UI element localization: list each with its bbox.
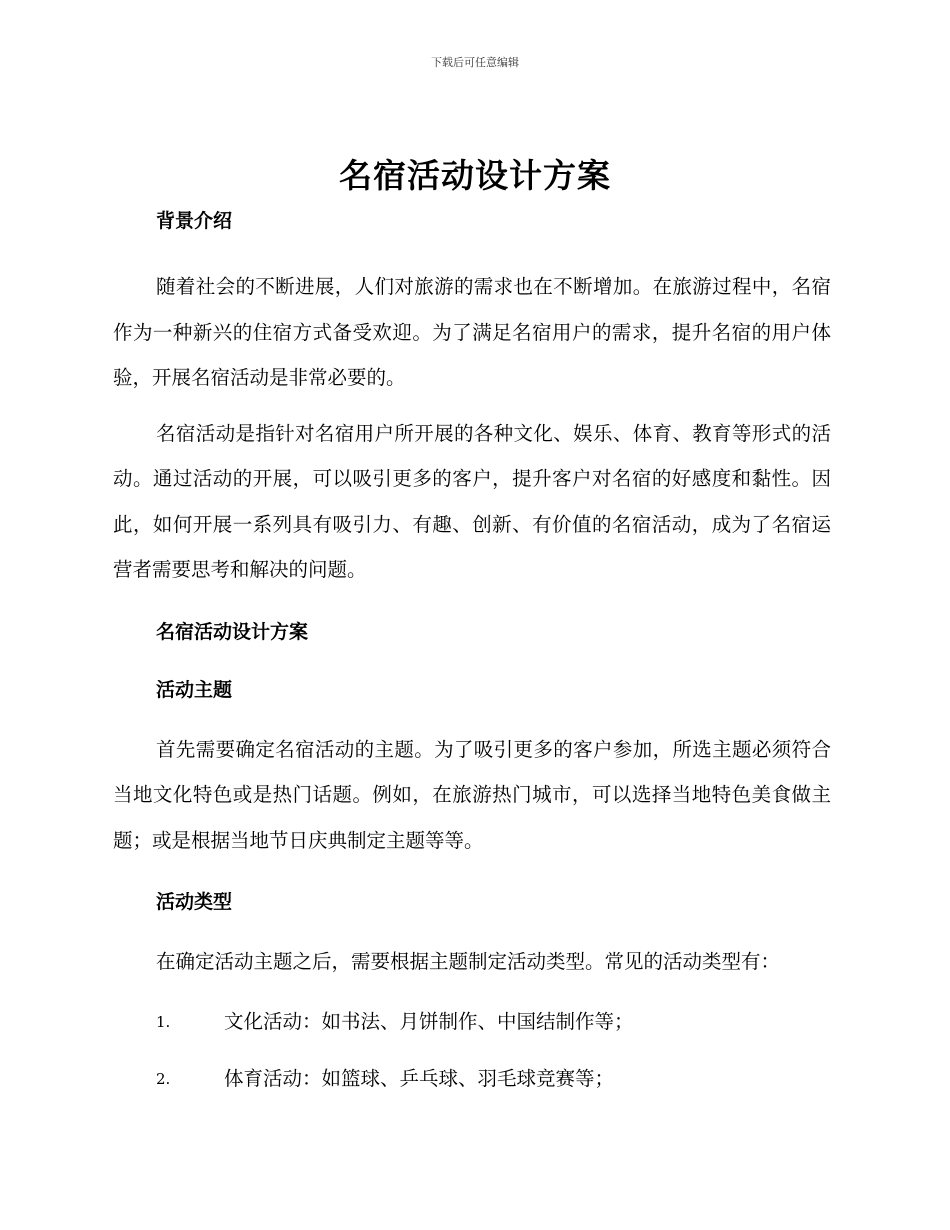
list-item bbox=[113, 1007, 831, 1037]
section-heading-type: 活动类型 bbox=[156, 891, 233, 913]
header-note: 下载后可任意编辑 bbox=[431, 56, 519, 69]
list-item-text: 文化活动：如书法、月饼制作、中国结制作等； bbox=[224, 1009, 634, 1033]
list-item-text: 体育活动：如篮球、乒乓球、羽毛球竞赛等； bbox=[224, 1066, 615, 1090]
list-item-number: 2. bbox=[156, 1069, 171, 1088]
paragraph-background-1: 随着社会的不断进展，人们对旅游的需求也在不断增加。在旅游过程中，名宿作为一种新兴的住宿方式备受欢迎。为了满足名宿用户的需求，提升名宿的用户体验，开展名宿活动是非常必要的。 bbox=[113, 275, 831, 389]
paragraph-type-1: 在确定活动主题之后，需要根据主题制定活动类型。常见的活动类型有： bbox=[156, 950, 781, 973]
paragraph-theme-1: 首先需要确定名宿活动的主题。为了吸引更多的客户参加，所选主题必须符合当地文化特色或是热门话题。例如，在旅游热门城市，可以选择当地特色美食做主题；或是根据当地节日庆典制定主题等等。 bbox=[113, 737, 831, 852]
document-title: 名宿活动设计方案 bbox=[339, 156, 611, 195]
section-heading-background: 背景介绍 bbox=[156, 210, 233, 232]
document-body bbox=[113, 206, 831, 1121]
paragraph-background-2: 名宿活动是指针对名宿用户所开展的各种文化、娱乐、体育、教育等形式的活动。通过活动的开展，可以吸引更多的客户，提升客户对名宿的好感度和黏性。因此，如何开展一系列具有吸引力、有趣、创新、有价值的名宿活动，成为了名宿运营者需要思考和解决的问题。 bbox=[113, 421, 831, 581]
section-heading-theme: 活动主题 bbox=[156, 678, 233, 701]
list-item bbox=[113, 1064, 831, 1094]
section-heading-plan: 名宿活动设计方案 bbox=[156, 620, 309, 643]
list-item-number: 1. bbox=[156, 1012, 171, 1031]
